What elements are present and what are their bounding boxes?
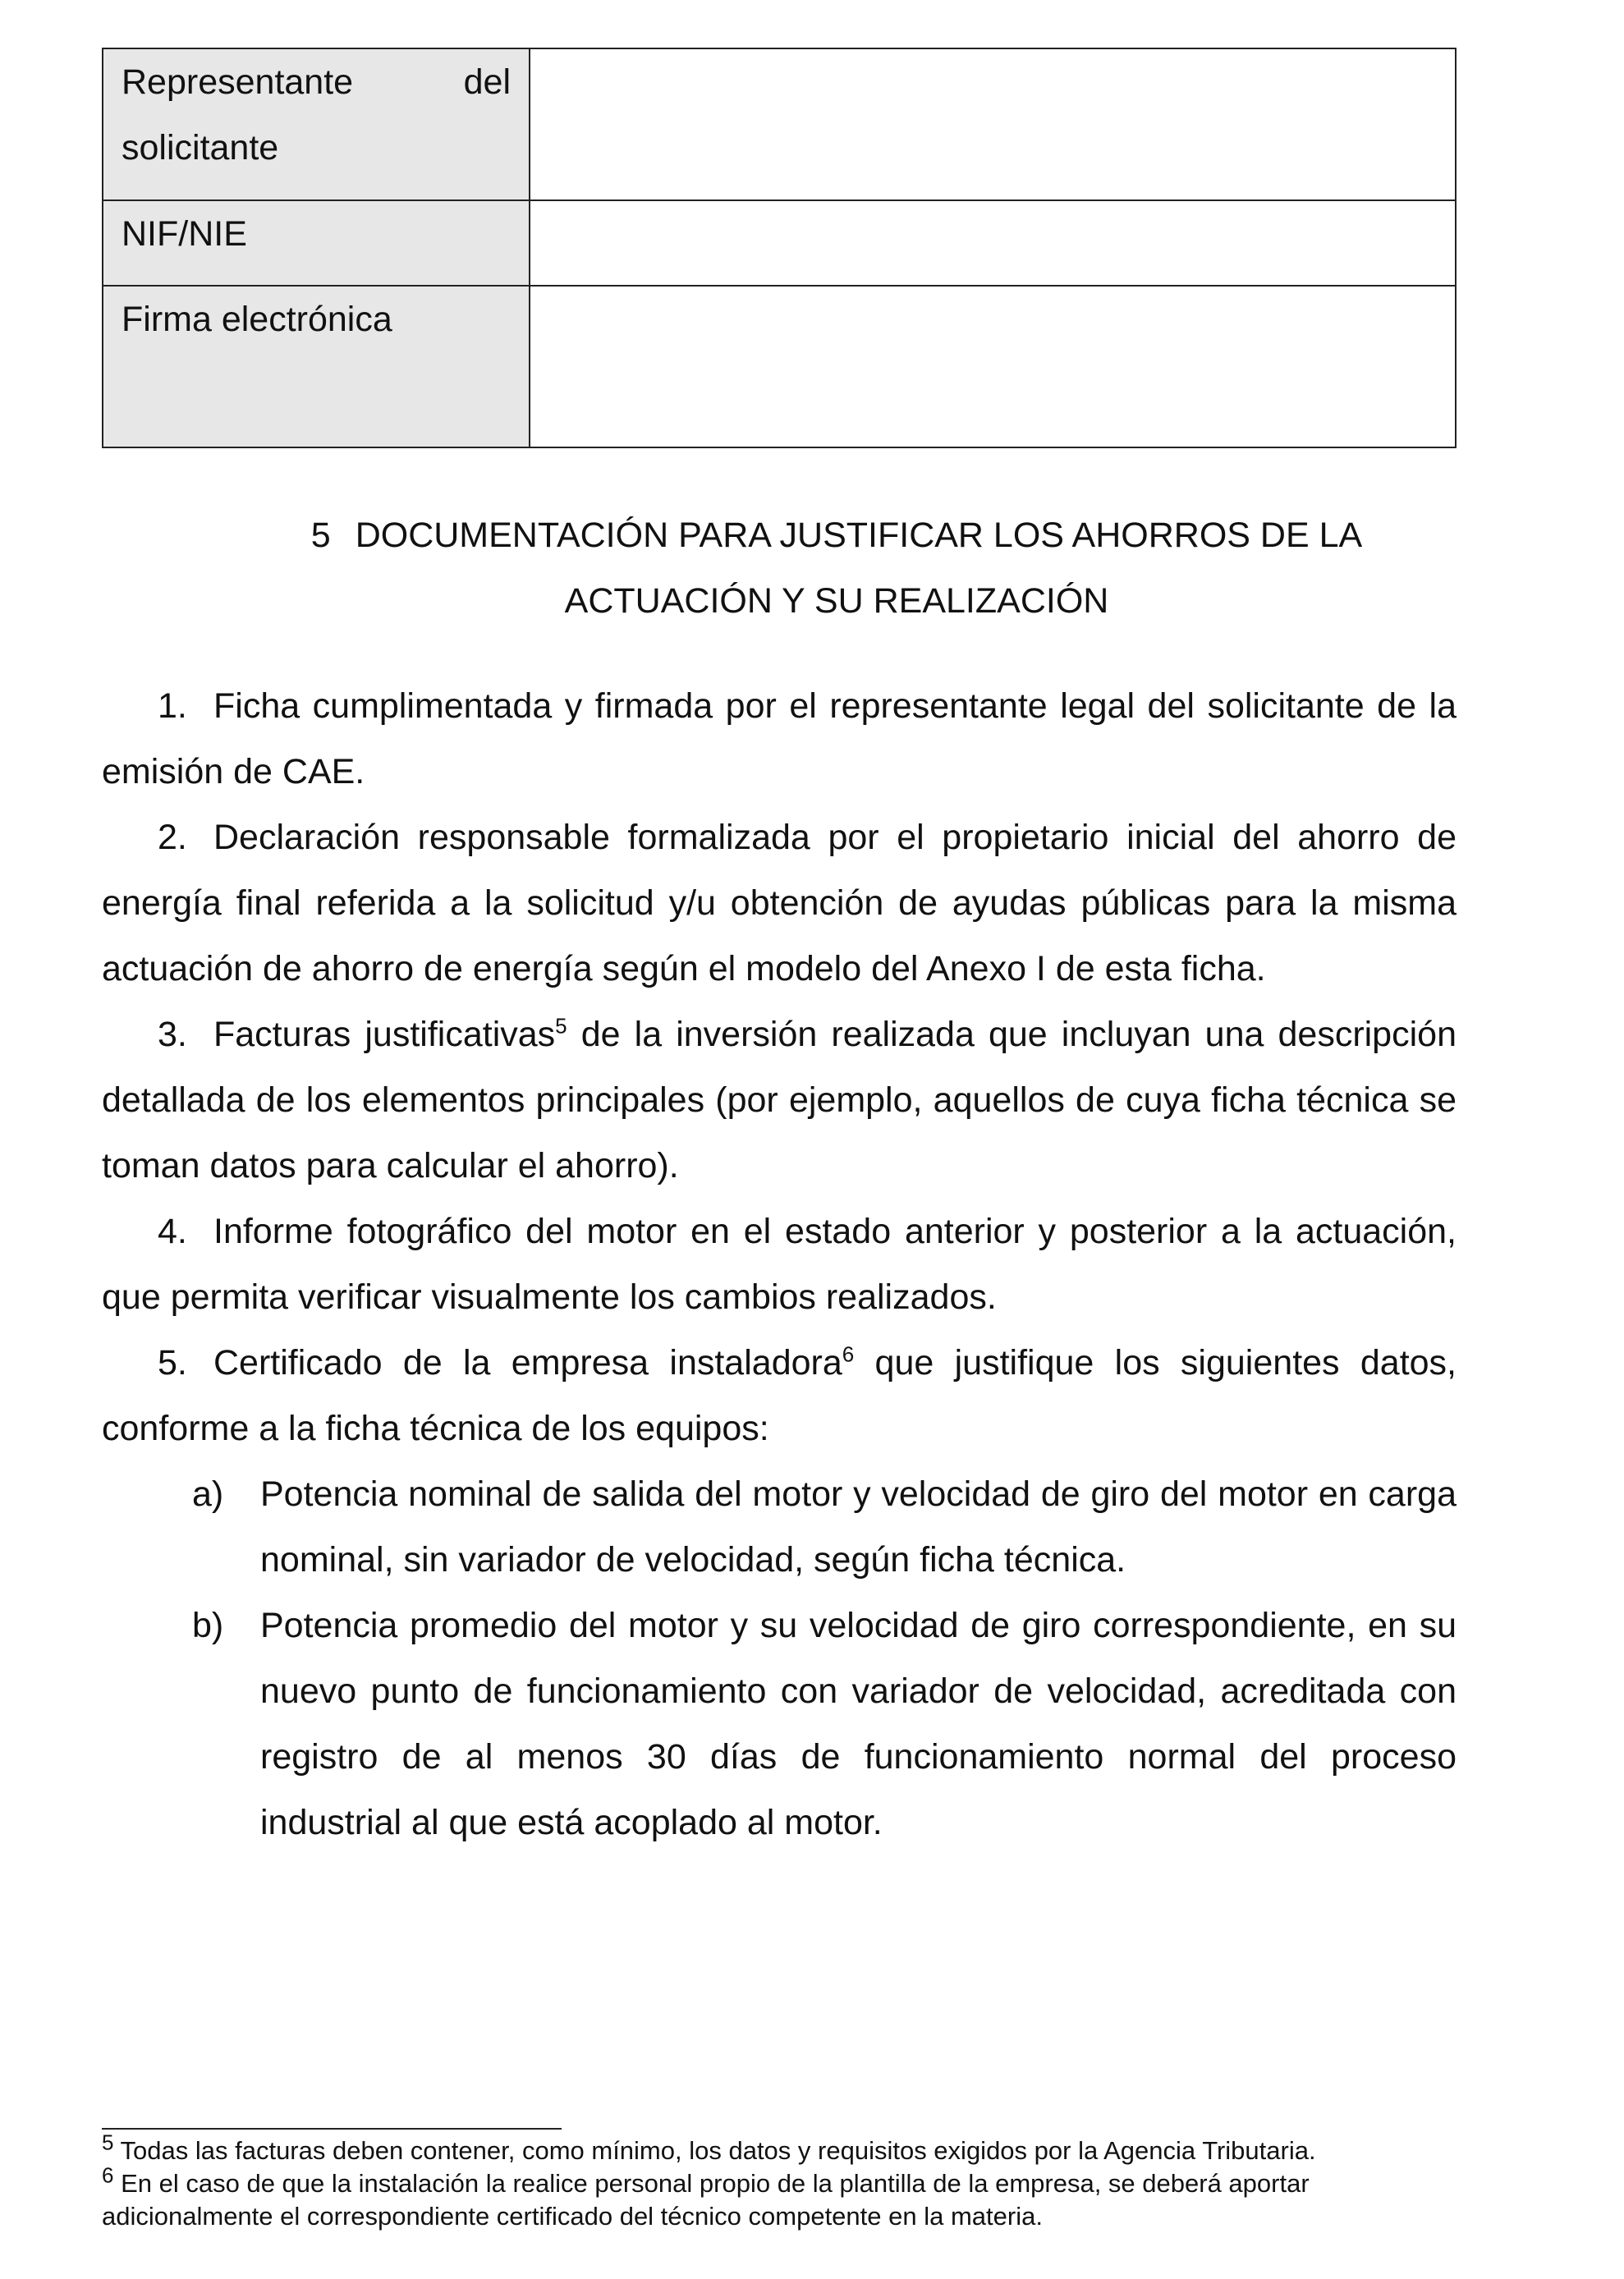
- sub-item-letter: a): [192, 1474, 224, 1514]
- footnote-separator: [102, 2128, 562, 2130]
- list-item: [102, 1002, 1457, 1199]
- sub-list-item: [102, 1593, 1457, 1855]
- sub-list-item: [102, 1461, 1457, 1593]
- list-item: [102, 805, 1457, 1002]
- documentation-list: [102, 673, 1457, 1855]
- electronic-signature-value-cell[interactable]: [530, 286, 1456, 447]
- footnote-text: En el caso de que la instalación la realice personal propio de la plantilla de la empresa, se deberá aportar adicionalmente el correspondiente certificado del técnico competente en la materia.: [102, 2169, 1310, 2231]
- section-title-line2: ACTUACIÓN Y SU REALIZACIÓN: [564, 581, 1109, 621]
- item-text-after: que justifique los siguientes datos, conforme a la ficha técnica de los equipos:: [102, 1343, 1457, 1448]
- item-text: Ficha cumplimentada y firmada por el representante legal del solicitante de la emisión de CAE.: [102, 686, 1457, 791]
- item-text: Declaración responsable formalizada por el propietario inicial del ahorro de energía final referida a la solicitud y/u obtención de ayudas públicas para la misma actuación de ahorro de energía según el modelo del Anexo I de esta ficha.: [102, 818, 1457, 988]
- item-text: Informe fotográfico del motor en el estado anterior y posterior a la actuación, que permita verificar visualmente los cambios realizados.: [102, 1212, 1457, 1317]
- item-text-before: Facturas justificativas: [213, 1015, 556, 1054]
- item-number: 3.: [158, 1015, 187, 1054]
- signature-table: [102, 48, 1457, 448]
- item-number: 1.: [158, 686, 187, 726]
- footnote: [102, 2130, 1457, 2167]
- table-row: [103, 200, 1456, 286]
- item-text-before: Certificado de la empresa instaladora: [213, 1343, 842, 1383]
- representative-label-line2: solicitante: [122, 128, 279, 167]
- representative-label-part2: del: [463, 62, 511, 102]
- section-heading: [102, 502, 1571, 634]
- footnote-text: Todas las facturas deben contener, como mínimo, los datos y requisitos exigidos por la Agencia Tributaria.: [113, 2136, 1316, 2165]
- footnotes: [102, 2130, 1457, 2233]
- section-number: 5: [310, 516, 331, 555]
- footnote-number: 6: [102, 2162, 114, 2188]
- sub-item-text: Potencia nominal de salida del motor y velocidad de giro del motor en carga nominal, sin variador de velocidad, según ficha técnica.: [260, 1474, 1457, 1580]
- sub-item-letter: b): [192, 1606, 224, 1645]
- sub-item-text: Potencia promedio del motor y su velocidad de giro correspondiente, en su nuevo punto de funcionamiento con variador de velocidad, acreditada con registro de al menos 30 días de funcionamiento normal del proceso industrial al que está acoplado al motor.: [260, 1606, 1457, 1842]
- footnote-number: 5: [102, 2130, 114, 2155]
- representative-value-cell[interactable]: [530, 48, 1456, 200]
- representative-label: [103, 48, 530, 200]
- item-number: 4.: [158, 1212, 187, 1251]
- section-title-line1: DOCUMENTACIÓN PARA JUSTIFICAR LOS AHORROS DE LA: [355, 516, 1363, 555]
- list-item: [102, 1199, 1457, 1330]
- representative-label-part1: Representante: [122, 62, 354, 102]
- table-row: [103, 48, 1456, 200]
- electronic-signature-label: Firma electrónica: [103, 286, 530, 447]
- item-number: 2.: [158, 818, 187, 857]
- nif-nie-value-cell[interactable]: [530, 200, 1456, 286]
- item-number: 5.: [158, 1343, 187, 1383]
- item-text-after: de la inversión realizada que incluyan una descripción detallada de los elementos principales (por ejemplo, aquellos de cuya ficha técnica se toman datos para calcular el ahorro).: [102, 1015, 1457, 1185]
- nif-nie-label: NIF/NIE: [103, 200, 530, 286]
- footnote: [102, 2162, 1457, 2233]
- table-row: [103, 286, 1456, 447]
- list-item: [102, 673, 1457, 805]
- footnote-ref[interactable]: 6: [842, 1341, 855, 1367]
- list-item: [102, 1330, 1457, 1461]
- footnote-ref[interactable]: 5: [555, 1013, 567, 1039]
